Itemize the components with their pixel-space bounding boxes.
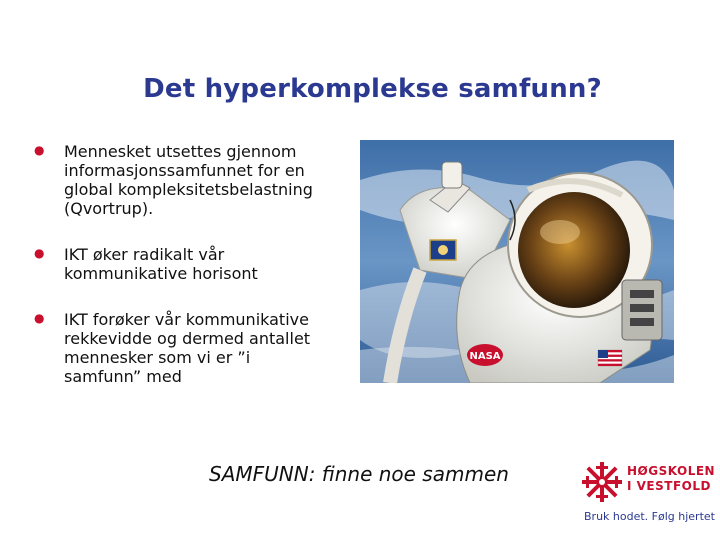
snowflake-logo-icon <box>581 461 623 503</box>
bullet-item <box>30 142 330 218</box>
college-logo <box>581 458 716 528</box>
bullet-dot-icon: ● <box>34 311 45 325</box>
nasa-patch-text: NASA <box>469 351 501 362</box>
bullet-list <box>30 142 330 413</box>
flag-icon <box>598 350 622 366</box>
logo-tagline: Bruk hodet. Følg hjertet <box>584 510 715 523</box>
slide-title: Det hyperkomplekse samfunn? <box>143 74 602 104</box>
bullet-dot-icon: ● <box>34 143 45 157</box>
bullet-text: IKT forøker vår kommunikative rekkevidde og dermed antallet mennesker som vi er ”i samfunn” med <box>64 310 311 386</box>
bullet-item <box>30 310 330 386</box>
astronaut-photo <box>360 140 674 383</box>
bullet-dot-icon: ● <box>34 246 45 260</box>
footer-text: SAMFUNN: finne noe sammen <box>209 462 509 486</box>
bullet-item <box>30 245 330 283</box>
logo-name: HØGSKOLEN I VESTFOLD <box>627 464 716 493</box>
astronaut-illustration <box>360 140 674 383</box>
bullet-text: Mennesket utsettes gjennom informasjonssamfunnet for en global kompleksitetsbelastning (Qvortrup). <box>64 142 313 218</box>
bullet-text: IKT øker radikalt vår kommunikative horisont <box>64 245 258 283</box>
